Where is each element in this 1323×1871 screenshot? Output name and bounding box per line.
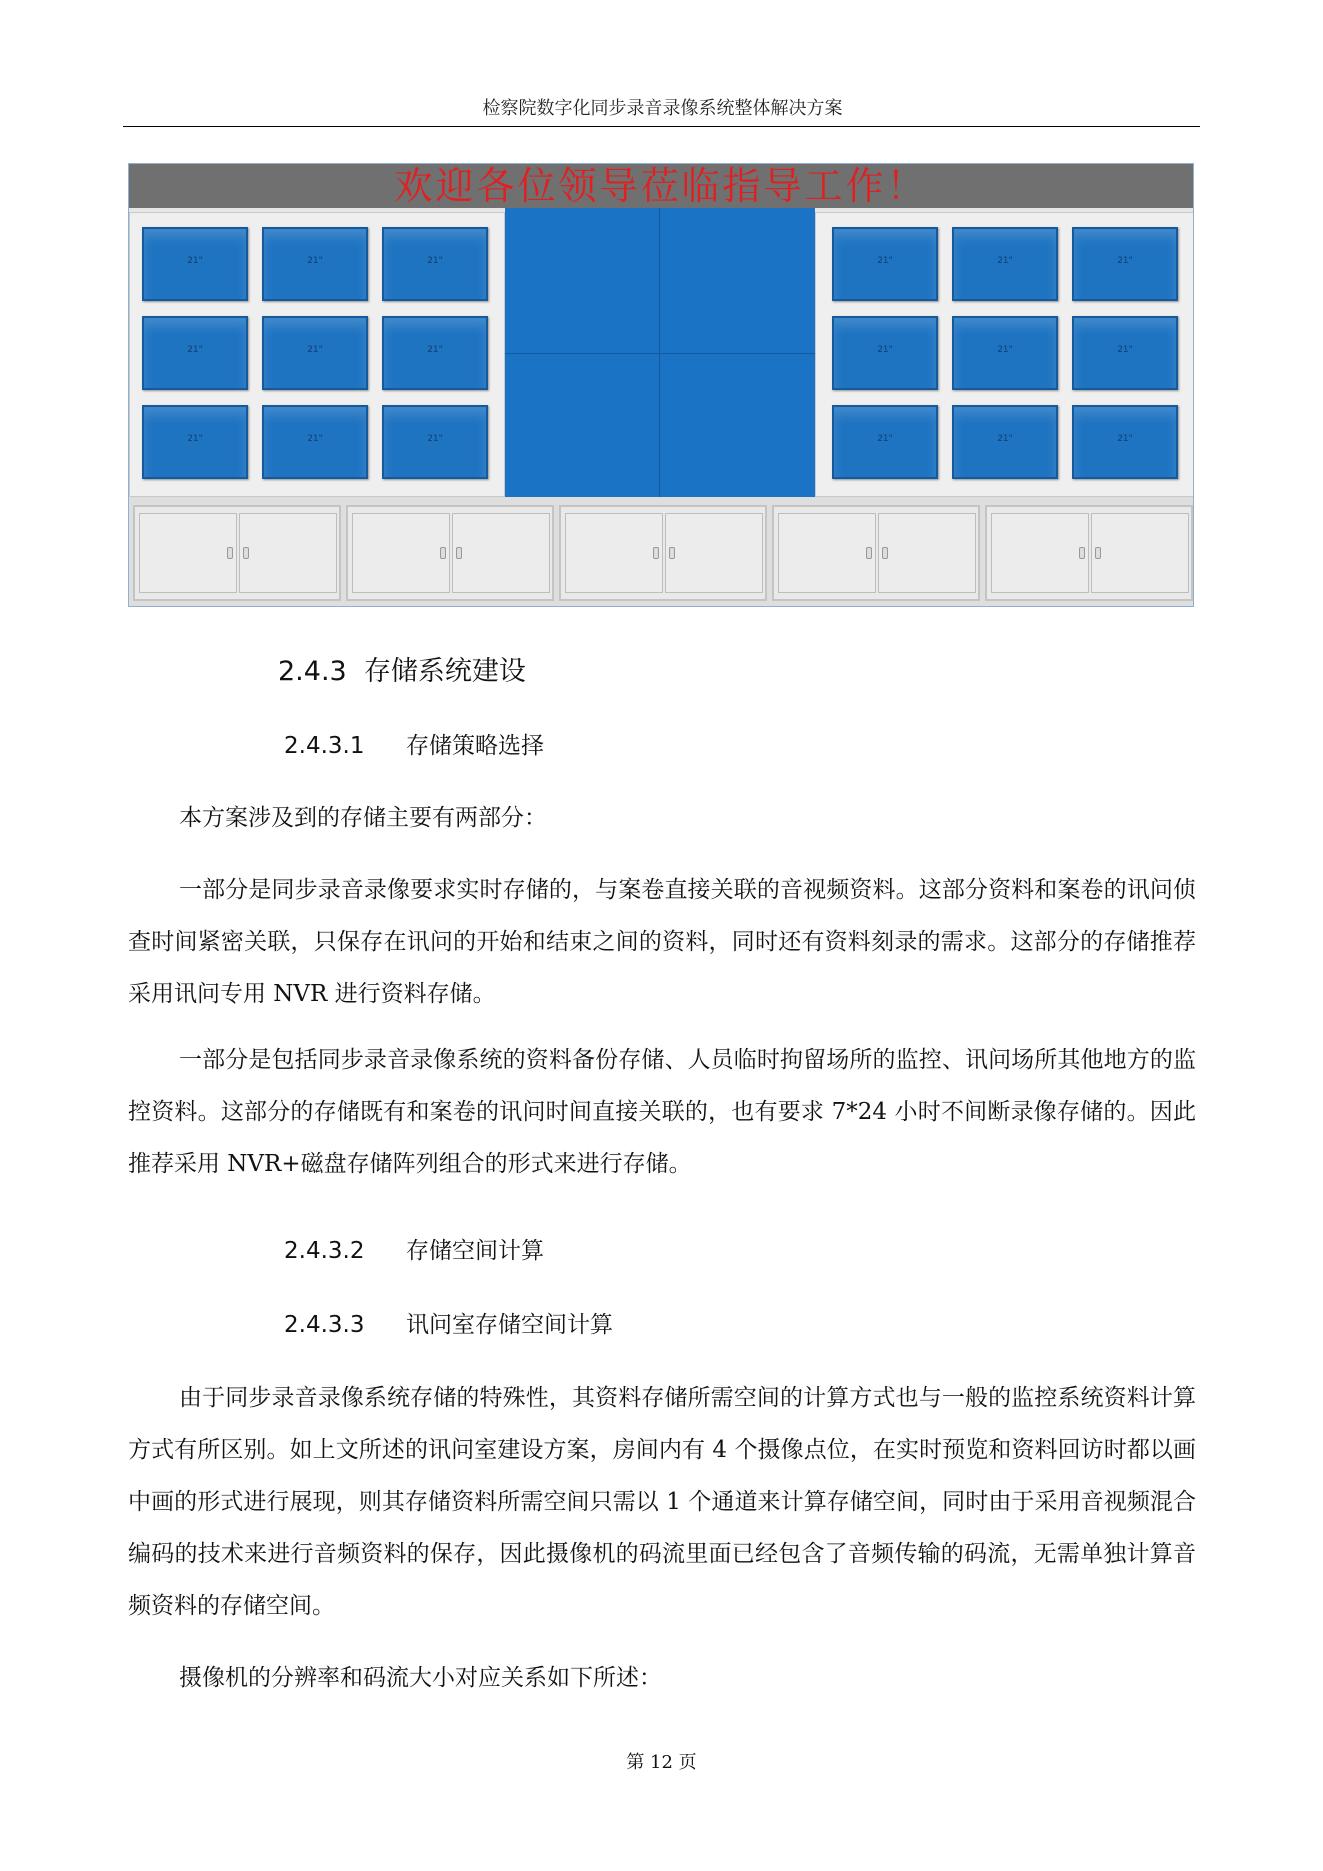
section-title: 存储策略选择 (406, 733, 544, 759)
monitor-size-label: 21" (997, 434, 1013, 444)
center-video-wall (505, 208, 815, 498)
monitor-screen (382, 316, 488, 390)
cabinet-door (239, 513, 337, 593)
monitor-size-label: 21" (427, 256, 443, 266)
monitor-size-label: 21" (1117, 345, 1133, 355)
monitor-screen (262, 316, 368, 390)
monitor-screen (382, 405, 488, 479)
cabinet-door (1091, 513, 1189, 593)
monitor-size-label: 21" (307, 345, 323, 355)
monitor-screen (832, 405, 938, 479)
welcome-banner-text: 欢迎各位领导莅临指导工作！ (394, 164, 928, 208)
wall-seam-horizontal (505, 353, 815, 354)
paragraph: 一部分是包括同步录音录像系统的资料备份存储、人员临时拘留场所的监控、讯问场所其他地方的监控资料。这部分的存储既有和案卷的讯问时间直接关联的，也有要求 7*24 小时不间断录像存储的。因此推荐采用 NVR+磁盘存储阵列组合的形式来进行存储。 (128, 1047, 1196, 1177)
monitor-screen (952, 405, 1058, 479)
monitor-screen (142, 405, 248, 479)
cabinet (346, 505, 554, 601)
cabinet-door (778, 513, 876, 593)
monitor-size-label: 21" (307, 256, 323, 266)
cabinet-handle (227, 547, 233, 559)
section-number: 2.4.3.2 (284, 1238, 365, 1264)
section-heading-2-4-3 (278, 649, 526, 688)
video-wall-figure (128, 163, 1194, 607)
monitor-screen (142, 316, 248, 390)
monitor-size-label: 21" (877, 434, 893, 444)
cabinet-handle (669, 547, 675, 559)
section-heading-2-4-3-1 (284, 727, 544, 760)
monitor-screen (262, 405, 368, 479)
section-number: 2.4.3.1 (284, 733, 365, 759)
monitor-screen (1072, 405, 1178, 479)
section-heading-2-4-3-3 (284, 1306, 613, 1339)
cabinet (559, 505, 767, 601)
paragraph: 摄像机的分辨率和码流大小对应关系如下所述： (179, 1665, 662, 1691)
cabinet-door (139, 513, 237, 593)
monitor-screen (952, 316, 1058, 390)
monitor-size-label: 21" (427, 345, 443, 355)
section-number: 2.4.3 (278, 656, 347, 687)
monitor-size-label: 21" (427, 434, 443, 444)
cabinet-door (565, 513, 663, 593)
monitor-size-label: 21" (877, 256, 893, 266)
section-title: 讯问室存储空间计算 (406, 1312, 613, 1338)
monitor-screen (382, 227, 488, 301)
cabinet-door (352, 513, 450, 593)
monitor-screen (262, 227, 368, 301)
cabinet-handle (456, 547, 462, 559)
monitor-size-label: 21" (1117, 434, 1133, 444)
monitor-screen (832, 316, 938, 390)
page-number: 第 12 页 (626, 1752, 697, 1773)
cabinet-handle (653, 547, 659, 559)
cabinet-handle (243, 547, 249, 559)
cabinet-handle (866, 547, 872, 559)
cabinet-handle (1079, 547, 1085, 559)
cabinet-handle (1095, 547, 1101, 559)
cabinet-handle (882, 547, 888, 559)
monitor-size-label: 21" (307, 434, 323, 444)
monitor-screen (142, 227, 248, 301)
paragraph: 本方案涉及到的存储主要有两部分： (179, 805, 547, 831)
monitor-screen (1072, 316, 1178, 390)
monitor-size-label: 21" (187, 434, 203, 444)
monitor-size-label: 21" (187, 345, 203, 355)
cabinet (985, 505, 1193, 601)
section-heading-2-4-3-2 (284, 1232, 544, 1265)
monitor-size-label: 21" (187, 256, 203, 266)
cabinet-door (452, 513, 550, 593)
paragraph: 一部分是同步录音录像要求实时存储的，与案卷直接关联的音视频资料。这部分资料和案卷的讯问侦查时间紧密关联，只保存在讯问的开始和结束之间的资料，同时还有资料刻录的需求。这部分的存储推荐采用讯问专用 NVR 进行资料存储。 (128, 877, 1196, 1007)
cabinet (133, 505, 341, 601)
monitor-screen (1072, 227, 1178, 301)
cabinet-door (991, 513, 1089, 593)
page-header-title: 检察院数字化同步录音录像系统整体解决方案 (482, 98, 843, 119)
paragraph: 由于同步录音录像系统存储的特殊性，其资料存储所需空间的计算方式也与一般的监控系统资料计算方式有所区别。如上文所述的讯问室建设方案，房间内有 4 个摄像点位，在实时预览和资料回访时都以画中画的形式进行展现，则其存储资料所需空间只需以 1 个通道来计算存储空间，同时由于采用音视频混合编码的技术来进行音频资料的保存，因此摄像机的码流里面已经包含了音频传输的码流，无需单独计算音频资料的存储空间。 (128, 1385, 1196, 1619)
monitor-screen (952, 227, 1058, 301)
section-title: 存储系统建设 (363, 656, 526, 687)
cabinet-handle (440, 547, 446, 559)
monitor-size-label: 21" (1117, 256, 1133, 266)
cabinet-row (129, 497, 1193, 607)
welcome-banner (129, 164, 1193, 208)
section-number: 2.4.3.3 (284, 1312, 365, 1338)
monitor-size-label: 21" (997, 256, 1013, 266)
monitor-size-label: 21" (877, 345, 893, 355)
monitor-size-label: 21" (997, 345, 1013, 355)
cabinet (772, 505, 980, 601)
section-title: 存储空间计算 (406, 1238, 544, 1264)
cabinet-door (665, 513, 763, 593)
cabinet-door (878, 513, 976, 593)
monitor-screen (832, 227, 938, 301)
header-rule (123, 126, 1200, 127)
